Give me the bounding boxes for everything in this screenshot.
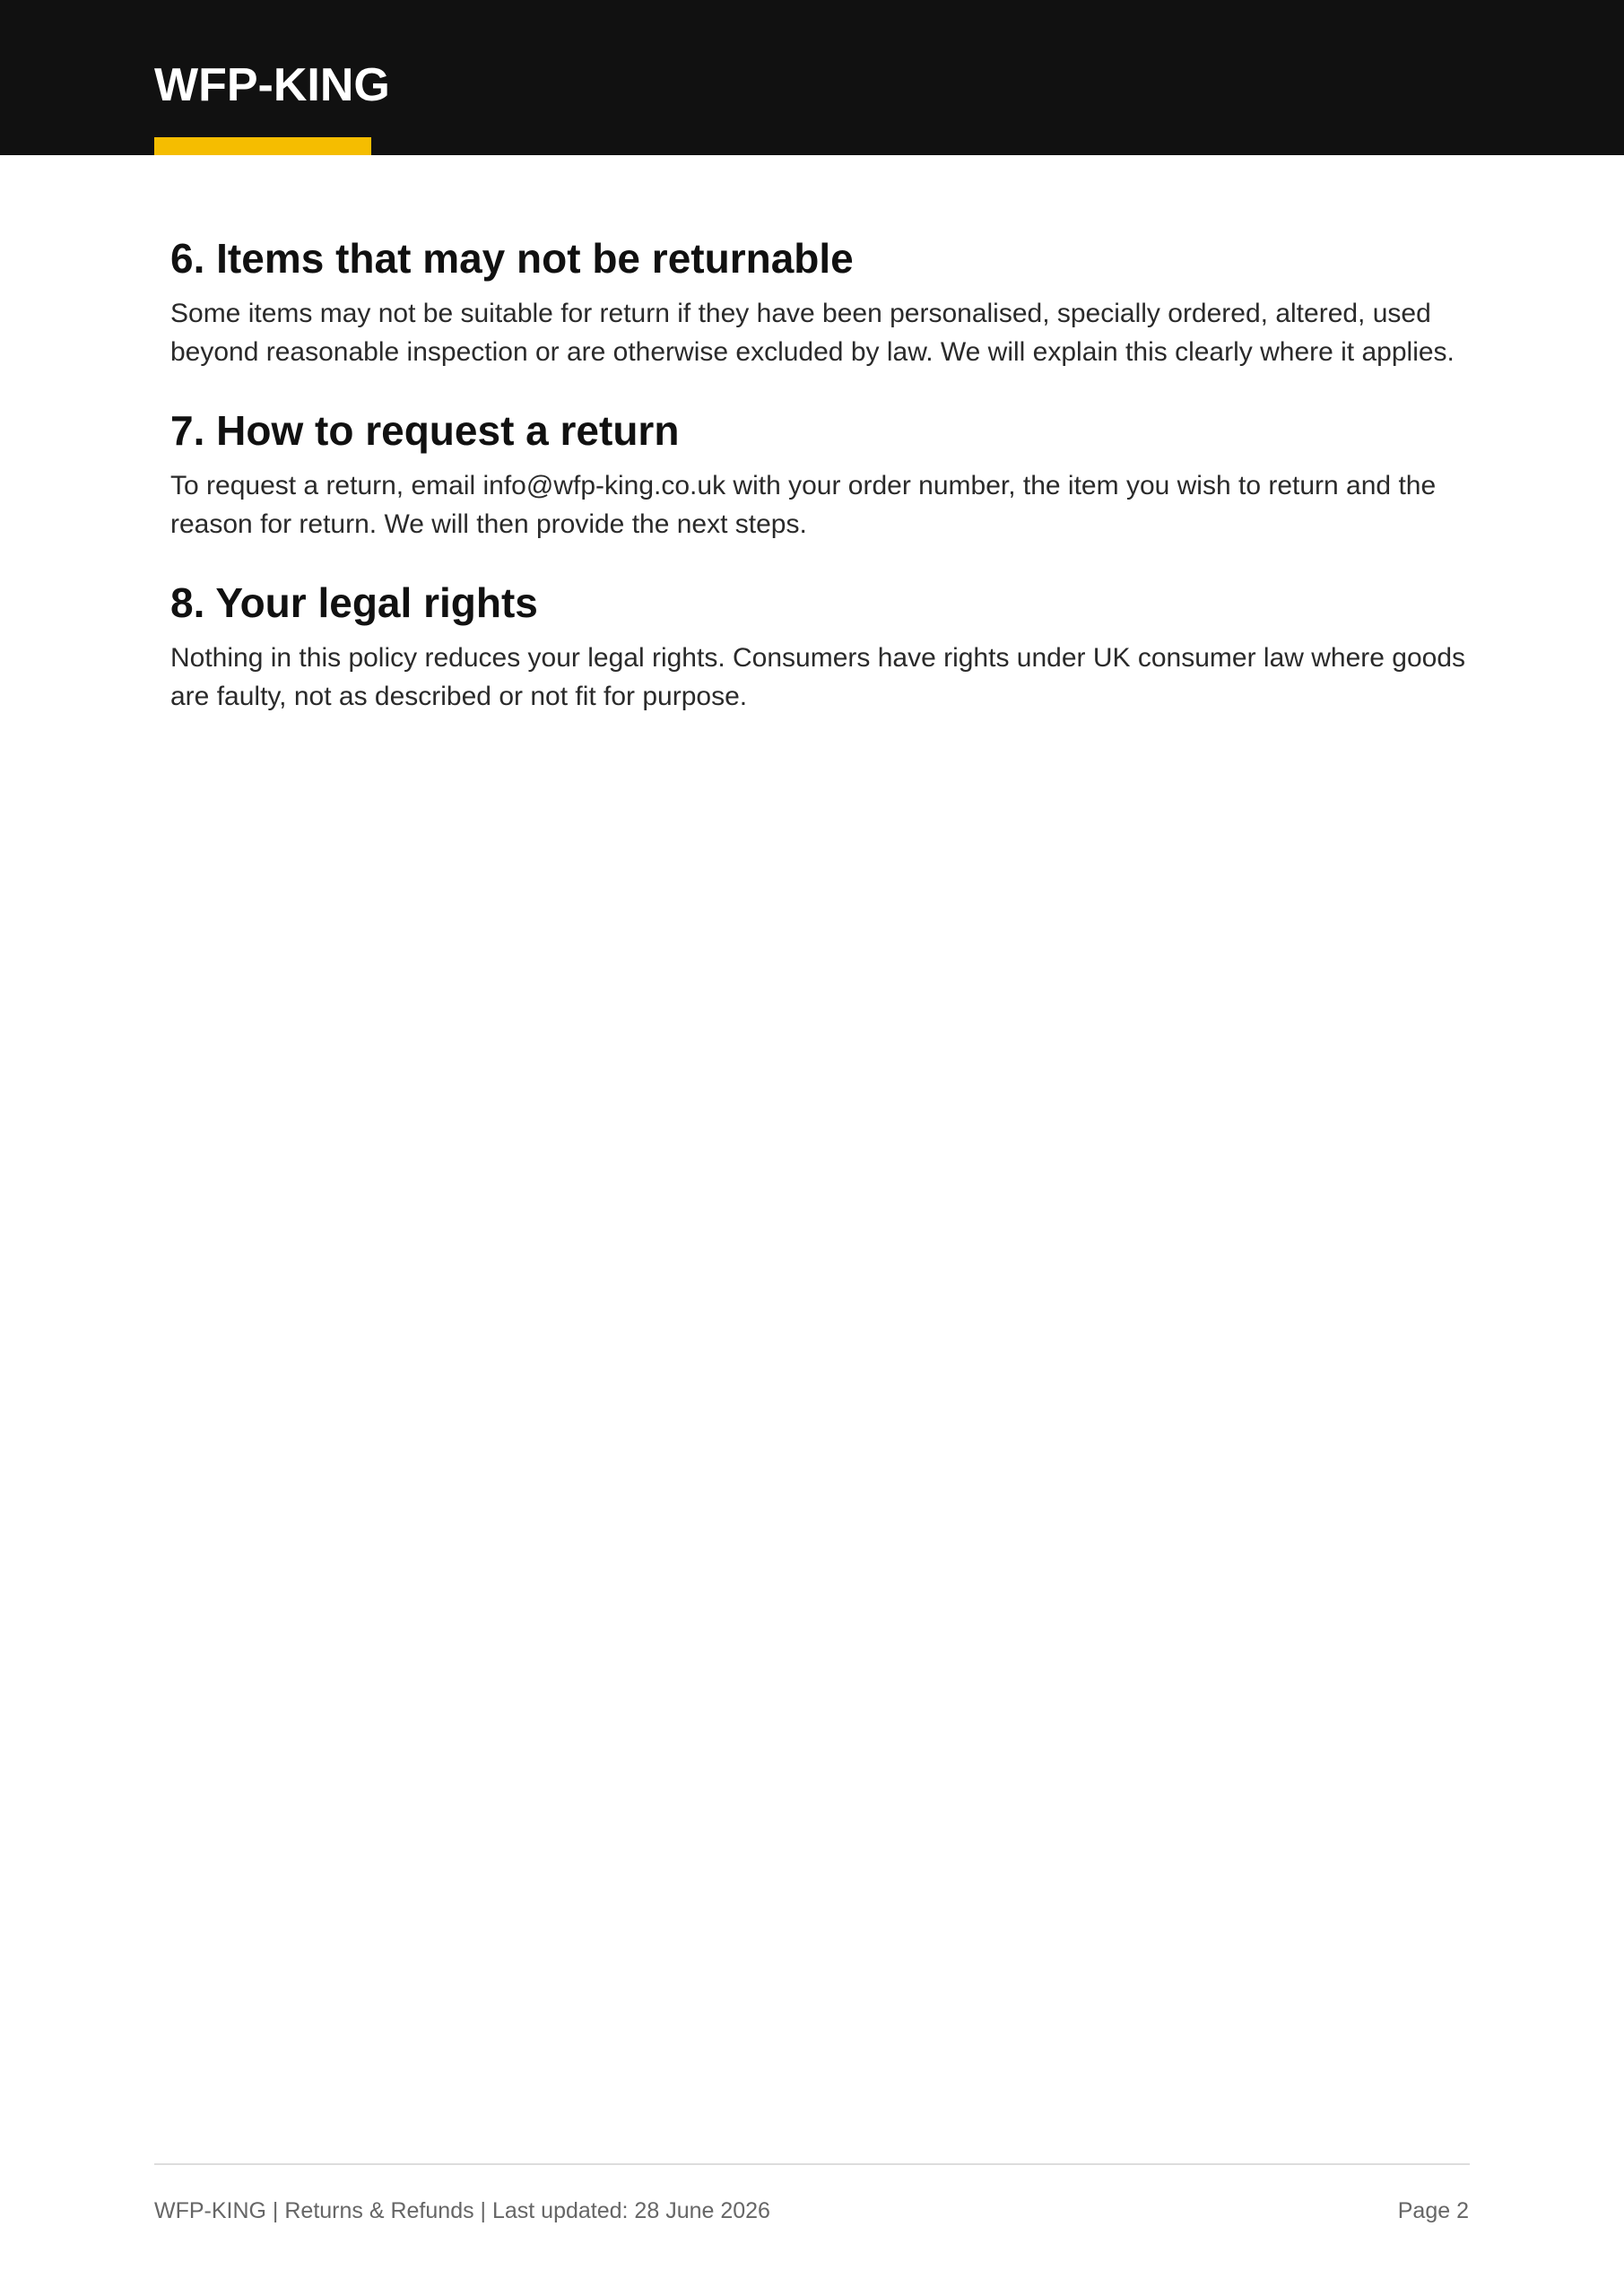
footer-document-info: WFP-KING | Returns & Refunds | Last updated: 28 June 2026 xyxy=(154,2198,770,2223)
brand-title: WFP-KING xyxy=(154,59,390,111)
document-header xyxy=(0,0,1624,155)
policy-section-request-return xyxy=(170,404,1471,544)
brand-accent-bar xyxy=(154,137,371,155)
section-body: Some items may not be suitable for return if they have been personalised, specially ordered, altered, used beyond reasonable inspection or are otherwise excluded by law. We will explain this clearly where it applies. xyxy=(170,299,1455,367)
page-number: Page 2 xyxy=(1397,2198,1469,2223)
section-heading: 7. How to request a return xyxy=(170,407,680,454)
policy-section-non-returnable-items xyxy=(170,231,1471,371)
footer-divider xyxy=(154,2163,1470,2165)
policy-content xyxy=(170,231,1471,748)
section-body: Nothing in this policy reduces your legal rights. Consumers have rights under UK consumer law where goods are faulty, not as described or not fit for purpose. xyxy=(170,643,1466,711)
section-heading: 6. Items that may not be returnable xyxy=(170,235,854,282)
section-body: To request a return, email info@wfp-king.co.uk with your order number, the item you wish to return and the reason for return. We will then provide the next steps. xyxy=(170,471,1437,539)
policy-section-legal-rights xyxy=(170,576,1471,716)
section-heading: 8. Your legal rights xyxy=(170,579,538,626)
